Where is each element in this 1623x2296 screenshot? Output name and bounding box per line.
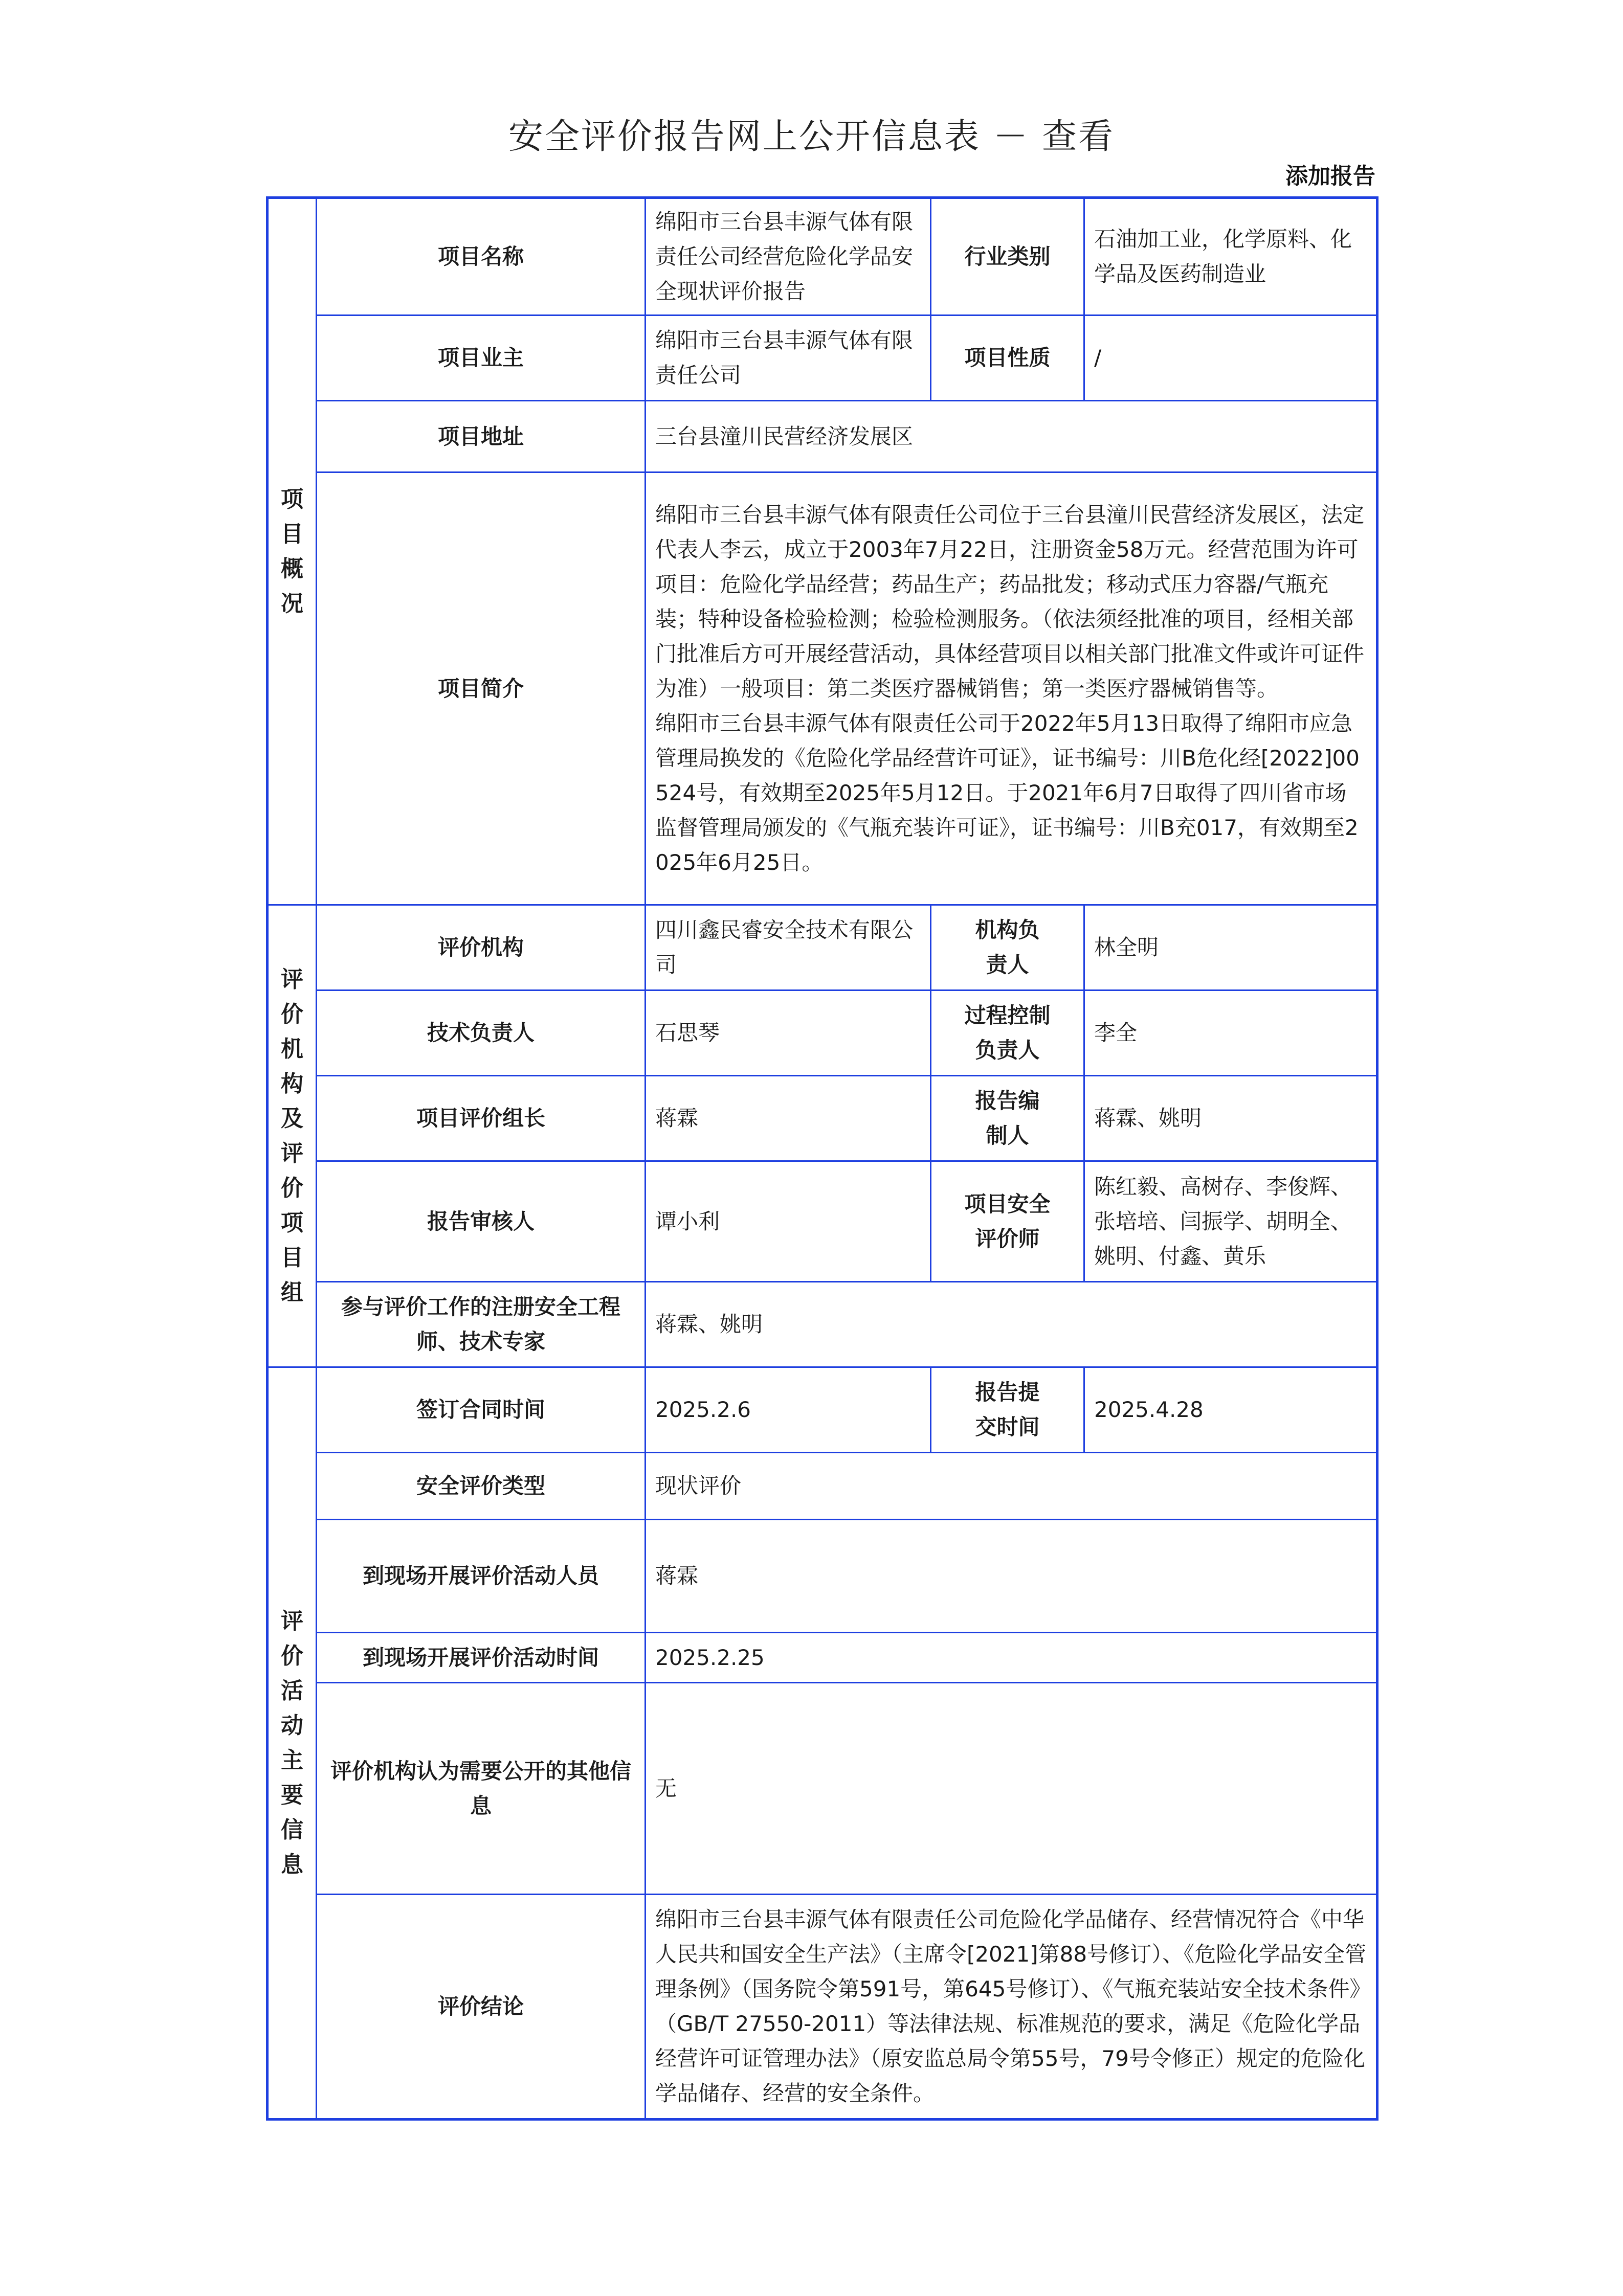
address-label: 项目地址 xyxy=(317,401,646,472)
conclusion-value: 绵阳市三台县丰源气体有限责任公司危险化学品储存、经营情况符合《中华人民共和国安全生产法》（主席令[2021]第88号修订）、《危险化学品安全管理条例》（国务院令第591号，第645号修订）、《气瓶充装站安全技术条件》（GB/T 27550-2011）等法律法规、标准规范的要求，满足《危险化学品经营许可证管理办法》（原安监总局令第55号，79号令修正）规定的危险化学品储存、经营的安全条件。 xyxy=(646,1895,1377,2120)
address-value: 三台县潼川民营经济发展区 xyxy=(646,401,1377,472)
row-agency xyxy=(268,905,1377,991)
onsite-people-value: 蒋霖 xyxy=(646,1520,1377,1633)
agency-head-label: 机构负责人 xyxy=(931,905,1084,991)
tech-head-label: 技术负责人 xyxy=(317,991,646,1076)
onsite-time-label: 到现场开展评价活动时间 xyxy=(317,1633,646,1683)
onsite-time-value: 2025.2.25 xyxy=(646,1633,1377,1683)
assessors-value: 陈红毅、高树存、李俊辉、张培培、闫振学、胡明全、姚明、付鑫、黄乐 xyxy=(1084,1161,1377,1282)
row-project-name xyxy=(268,198,1377,316)
tech-head-value: 石思琴 xyxy=(646,991,931,1076)
row-other-info xyxy=(268,1683,1377,1895)
team-lead-value: 蒋霖 xyxy=(646,1076,931,1161)
team-lead-label: 项目评价组长 xyxy=(317,1076,646,1161)
reviewer-value: 谭小利 xyxy=(646,1161,931,1282)
section-activity: 评价活动主要信息 xyxy=(268,1367,317,2120)
row-engineers xyxy=(268,1282,1377,1367)
owner-value: 绵阳市三台县丰源气体有限责任公司 xyxy=(646,316,931,401)
nature-value: / xyxy=(1084,316,1377,401)
row-owner xyxy=(268,316,1377,401)
reviewer-label: 报告审核人 xyxy=(317,1161,646,1282)
compiler-label: 报告编制人 xyxy=(931,1076,1084,1161)
compiler-value: 蒋霖、姚明 xyxy=(1084,1076,1377,1161)
add-report-link[interactable]: 添加报告 xyxy=(1285,163,1375,189)
row-contract-time xyxy=(268,1367,1377,1453)
owner-label: 项目业主 xyxy=(317,316,646,401)
process-head-value: 李全 xyxy=(1084,991,1377,1076)
engineers-value: 蒋霖、姚明 xyxy=(646,1282,1377,1367)
assessors-label: 项目安全评价师 xyxy=(931,1161,1084,1282)
project-name-value: 绵阳市三台县丰源气体有限责任公司经营危险化学品安全现状评价报告 xyxy=(646,198,931,316)
row-tech-head xyxy=(268,991,1377,1076)
other-info-value: 无 xyxy=(646,1683,1377,1895)
engineers-label: 参与评价工作的注册安全工程师、技术专家 xyxy=(317,1282,646,1367)
project-name-label: 项目名称 xyxy=(317,198,646,316)
agency-value: 四川鑫民睿安全技术有限公司 xyxy=(646,905,931,991)
contract-time-value: 2025.2.6 xyxy=(646,1367,931,1453)
intro-label: 项目简介 xyxy=(317,472,646,905)
row-onsite-time xyxy=(268,1633,1377,1683)
intro-value xyxy=(646,472,1377,905)
submit-time-label: 报告提交时间 xyxy=(931,1367,1084,1453)
info-table xyxy=(266,196,1379,2121)
row-reviewer xyxy=(268,1161,1377,1282)
section-org: 评价机构及评价项目组 xyxy=(268,905,317,1367)
row-intro xyxy=(268,472,1377,905)
row-team-lead xyxy=(268,1076,1377,1161)
eval-type-label: 安全评价类型 xyxy=(317,1453,646,1520)
conclusion-label: 评价结论 xyxy=(317,1895,646,2120)
contract-time-label: 签订合同时间 xyxy=(317,1367,646,1453)
industry-label: 行业类别 xyxy=(931,198,1084,316)
industry-value: 石油加工业，化学原料、化学品及医药制造业 xyxy=(1084,198,1377,316)
eval-type-value: 现状评价 xyxy=(646,1453,1377,1520)
row-address xyxy=(268,401,1377,472)
submit-time-value: 2025.4.28 xyxy=(1084,1367,1377,1453)
row-conclusion xyxy=(268,1895,1377,2120)
process-head-label: 过程控制负责人 xyxy=(931,991,1084,1076)
row-onsite-people xyxy=(268,1520,1377,1633)
other-info-label: 评价机构认为需要公开的其他信息 xyxy=(317,1683,646,1895)
onsite-people-label: 到现场开展评价活动人员 xyxy=(317,1520,646,1633)
agency-label: 评价机构 xyxy=(317,905,646,991)
section-overview: 项目概况 xyxy=(268,198,317,905)
nature-label: 项目性质 xyxy=(931,316,1084,401)
intro-paragraph-1: 绵阳市三台县丰源气体有限责任公司位于三台县潼川民营经济发展区，法定代表人李云，成立于2003年7月22日，注册资金58万元。经营范围为许可项目：危险化学品经营；药品生产；药品批发；移动式压力容器/气瓶充装；特种设备检验检测；检验检测服务。（依法须经批准的项目，经相关部门批准后方可开展经营活动，具体经营项目以相关部门批准文件或许可证件为准）一般项目：第二类医疗器械销售；第一类医疗器械销售等。 xyxy=(655,502,1365,701)
agency-head-value: 林全明 xyxy=(1084,905,1377,991)
intro-paragraph-2: 绵阳市三台县丰源气体有限责任公司于2022年5月13日取得了绵阳市应急管理局换发的《危险化学品经营许可证》，证书编号：川B危化经[2022]00524号，有效期至2025年5月12日。于2021年6月7日取得了四川省市场监督管理局颁发的《气瓶充装许可证》，证书编号：川B充017，有效期至2025年6月25日。 xyxy=(655,710,1360,875)
page-title: 安全评价报告网上公开信息表 － 查看 xyxy=(508,117,1115,157)
row-eval-type xyxy=(268,1453,1377,1520)
